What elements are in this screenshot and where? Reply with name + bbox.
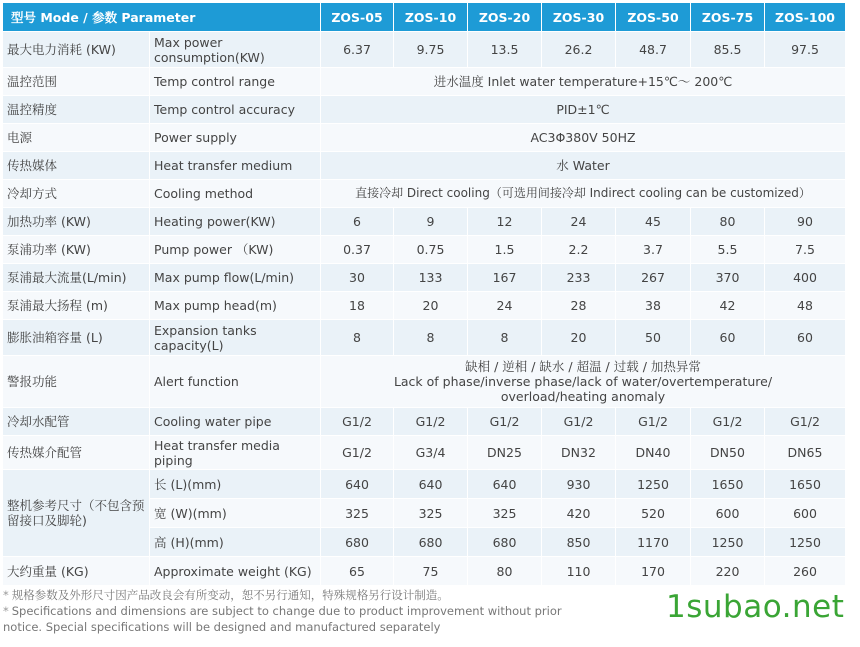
value-cell: 60 bbox=[691, 320, 765, 356]
value-cell: 267 bbox=[616, 264, 691, 292]
param-en: Heating power(KW) bbox=[150, 208, 321, 236]
value-cell: 12 bbox=[468, 208, 542, 236]
header-model: ZOS-10 bbox=[394, 3, 468, 32]
value-cell: 1250 bbox=[616, 470, 691, 499]
value-cell: 65 bbox=[321, 557, 394, 586]
value-cell: DN40 bbox=[616, 436, 691, 470]
value-cell: 18 bbox=[321, 292, 394, 320]
param-en: Temp control accuracy bbox=[150, 96, 321, 124]
value-cell: 80 bbox=[468, 557, 542, 586]
value-cell: 97.5 bbox=[765, 32, 846, 68]
param-en: Heat transfer medium bbox=[150, 152, 321, 180]
header-model: ZOS-20 bbox=[468, 3, 542, 32]
param-cn: 泵浦最大扬程 (m) bbox=[3, 292, 150, 320]
value-cell: 8 bbox=[321, 320, 394, 356]
value-cell: 325 bbox=[468, 499, 542, 528]
span-value: 进水温度 Inlet water temperature+15℃～ 200℃ bbox=[321, 68, 846, 96]
value-cell: 8 bbox=[394, 320, 468, 356]
param-en: Max pump head(m) bbox=[150, 292, 321, 320]
value-cell: 7.5 bbox=[765, 236, 846, 264]
param-cn: 温控精度 bbox=[3, 96, 150, 124]
value-cell: 3.7 bbox=[616, 236, 691, 264]
value-cell: 48 bbox=[765, 292, 846, 320]
param-cn: 电源 bbox=[3, 124, 150, 152]
value-cell: 20 bbox=[394, 292, 468, 320]
footnote-en-line2: notice. Special specifications will be designed and manufactured separately bbox=[3, 620, 441, 634]
header-model: ZOS-05 bbox=[321, 3, 394, 32]
param-cn: 整机参考尺寸（不包含预留接口及脚轮) bbox=[3, 470, 150, 557]
value-cell: 170 bbox=[616, 557, 691, 586]
value-cell: 80 bbox=[691, 208, 765, 236]
value-cell: 220 bbox=[691, 557, 765, 586]
value-cell: 8 bbox=[468, 320, 542, 356]
value-cell: 680 bbox=[394, 528, 468, 557]
value-cell: 38 bbox=[616, 292, 691, 320]
value-cell: G1/2 bbox=[616, 408, 691, 436]
value-cell: G1/2 bbox=[542, 408, 616, 436]
table-row bbox=[3, 68, 846, 96]
header-title: 型号 Mode / 参数 Parameter bbox=[3, 3, 321, 32]
param-cn: 大约重量 (KG) bbox=[3, 557, 150, 586]
value-cell: G1/2 bbox=[321, 436, 394, 470]
value-cell: 640 bbox=[321, 470, 394, 499]
value-cell: 9 bbox=[394, 208, 468, 236]
footnote-en bbox=[3, 603, 562, 619]
param-cn: 膨胀油箱容量 (L) bbox=[3, 320, 150, 356]
value-cell: 28 bbox=[542, 292, 616, 320]
value-cell: 26.2 bbox=[542, 32, 616, 68]
table-row bbox=[3, 264, 846, 292]
value-cell: DN25 bbox=[468, 436, 542, 470]
value-cell: 5.5 bbox=[691, 236, 765, 264]
param-en: Max power consumption(KW) bbox=[150, 32, 321, 68]
table-row bbox=[3, 180, 846, 208]
value-cell: 680 bbox=[468, 528, 542, 557]
table-row bbox=[3, 436, 846, 470]
footnotes bbox=[3, 587, 562, 635]
param-en: Alert function bbox=[150, 356, 321, 408]
spec-table bbox=[2, 2, 846, 586]
param-en: Heat transfer media piping bbox=[150, 436, 321, 470]
value-cell: 6.37 bbox=[321, 32, 394, 68]
value-cell: 680 bbox=[321, 528, 394, 557]
span-value: AC3Φ380V 50HZ bbox=[321, 124, 846, 152]
param-en: Max pump flow(L/min) bbox=[150, 264, 321, 292]
value-cell: 325 bbox=[394, 499, 468, 528]
alert-line: 缺相 / 逆相 / 缺水 / 超温 / 过载 / 加热异常 bbox=[465, 359, 701, 374]
header-model: ZOS-50 bbox=[616, 3, 691, 32]
value-cell: G1/2 bbox=[468, 408, 542, 436]
param-en: Power supply bbox=[150, 124, 321, 152]
table-row bbox=[3, 320, 846, 356]
span-value: PID±1℃ bbox=[321, 96, 846, 124]
param-cn: 泵浦功率 (KW) bbox=[3, 236, 150, 264]
value-cell: 520 bbox=[616, 499, 691, 528]
value-cell: 600 bbox=[765, 499, 846, 528]
table-row bbox=[3, 124, 846, 152]
value-cell: 30 bbox=[321, 264, 394, 292]
value-cell: 2.2 bbox=[542, 236, 616, 264]
span-value bbox=[321, 356, 846, 408]
param-cn: 冷却方式 bbox=[3, 180, 150, 208]
value-cell: 0.75 bbox=[394, 236, 468, 264]
param-en: 高 (H)(mm) bbox=[150, 528, 321, 557]
param-cn: 传热媒体 bbox=[3, 152, 150, 180]
value-cell: 9.75 bbox=[394, 32, 468, 68]
value-cell: 133 bbox=[394, 264, 468, 292]
param-en: 长 (L)(mm) bbox=[150, 470, 321, 499]
value-cell: 110 bbox=[542, 557, 616, 586]
header-model: ZOS-75 bbox=[691, 3, 765, 32]
value-cell: 75 bbox=[394, 557, 468, 586]
value-cell: 640 bbox=[394, 470, 468, 499]
value-cell: 233 bbox=[542, 264, 616, 292]
value-cell: 600 bbox=[691, 499, 765, 528]
param-en: Temp control range bbox=[150, 68, 321, 96]
param-en: 宽 (W)(mm) bbox=[150, 499, 321, 528]
value-cell: 1250 bbox=[691, 528, 765, 557]
value-cell: 45 bbox=[616, 208, 691, 236]
span-value: 直接冷却 Direct cooling（可选用间接冷却 Indirect cooling can be customized） bbox=[321, 180, 846, 208]
param-en: Cooling method bbox=[150, 180, 321, 208]
value-cell: 13.5 bbox=[468, 32, 542, 68]
header-model: ZOS-100 bbox=[765, 3, 846, 32]
spec-sheet bbox=[2, 2, 858, 586]
value-cell: 167 bbox=[468, 264, 542, 292]
value-cell: 260 bbox=[765, 557, 846, 586]
value-cell: G3/4 bbox=[394, 436, 468, 470]
header-model: ZOS-30 bbox=[542, 3, 616, 32]
alert-line: overload/heating anomaly bbox=[500, 389, 666, 404]
header-row bbox=[3, 3, 846, 32]
table-row bbox=[3, 236, 846, 264]
bullet: * bbox=[3, 588, 9, 602]
value-cell: 1650 bbox=[765, 470, 846, 499]
footnote-cn-text: 规格参数及外形尺寸因产品改良会有所变动，恕不另行通知，特殊规格另行设计制造。 bbox=[11, 588, 449, 602]
param-cn: 警报功能 bbox=[3, 356, 150, 408]
value-cell: G1/2 bbox=[321, 408, 394, 436]
param-cn: 最大电力消耗 (KW) bbox=[3, 32, 150, 68]
param-cn: 冷却水配管 bbox=[3, 408, 150, 436]
param-en: Expansion tanks capacity(L) bbox=[150, 320, 321, 356]
table-row bbox=[3, 96, 846, 124]
param-en: Cooling water pipe bbox=[150, 408, 321, 436]
table-row bbox=[3, 292, 846, 320]
value-cell: 1.5 bbox=[468, 236, 542, 264]
value-cell: DN50 bbox=[691, 436, 765, 470]
value-cell: 370 bbox=[691, 264, 765, 292]
value-cell: 50 bbox=[616, 320, 691, 356]
param-cn: 传热媒介配管 bbox=[3, 436, 150, 470]
value-cell: 850 bbox=[542, 528, 616, 557]
value-cell: DN32 bbox=[542, 436, 616, 470]
watermark: 1subao.net bbox=[666, 589, 845, 625]
value-cell: 90 bbox=[765, 208, 846, 236]
value-cell: 1170 bbox=[616, 528, 691, 557]
table-row bbox=[3, 470, 846, 499]
value-cell: DN65 bbox=[765, 436, 846, 470]
value-cell: 1650 bbox=[691, 470, 765, 499]
table-row bbox=[3, 152, 846, 180]
value-cell: 930 bbox=[542, 470, 616, 499]
table-row bbox=[3, 356, 846, 408]
param-cn: 加热功率 (KW) bbox=[3, 208, 150, 236]
value-cell: 325 bbox=[321, 499, 394, 528]
value-cell: 640 bbox=[468, 470, 542, 499]
bullet: * bbox=[3, 604, 9, 618]
value-cell: G1/2 bbox=[394, 408, 468, 436]
value-cell: G1/2 bbox=[691, 408, 765, 436]
value-cell: 60 bbox=[765, 320, 846, 356]
param-en: Pump power （KW) bbox=[150, 236, 321, 264]
table-row bbox=[3, 408, 846, 436]
value-cell: 24 bbox=[542, 208, 616, 236]
param-cn: 泵浦最大流量(L/min) bbox=[3, 264, 150, 292]
value-cell: 85.5 bbox=[691, 32, 765, 68]
table-row bbox=[3, 208, 846, 236]
footnote-cn bbox=[3, 587, 562, 603]
span-value: 水 Water bbox=[321, 152, 846, 180]
value-cell: 400 bbox=[765, 264, 846, 292]
value-cell: 48.7 bbox=[616, 32, 691, 68]
value-cell: G1/2 bbox=[765, 408, 846, 436]
param-en: Approximate weight (KG) bbox=[150, 557, 321, 586]
value-cell: 1250 bbox=[765, 528, 846, 557]
value-cell: 6 bbox=[321, 208, 394, 236]
value-cell: 24 bbox=[468, 292, 542, 320]
footnote-en-line1: Specifications and dimensions are subject to change due to product improvement without prior bbox=[11, 604, 562, 618]
table-row bbox=[3, 32, 846, 68]
value-cell: 42 bbox=[691, 292, 765, 320]
param-cn: 温控范围 bbox=[3, 68, 150, 96]
value-cell: 420 bbox=[542, 499, 616, 528]
alert-line: Lack of phase/inverse phase/lack of water/overtemperature/ bbox=[393, 374, 773, 389]
table-row bbox=[3, 557, 846, 586]
value-cell: 20 bbox=[542, 320, 616, 356]
value-cell: 0.37 bbox=[321, 236, 394, 264]
